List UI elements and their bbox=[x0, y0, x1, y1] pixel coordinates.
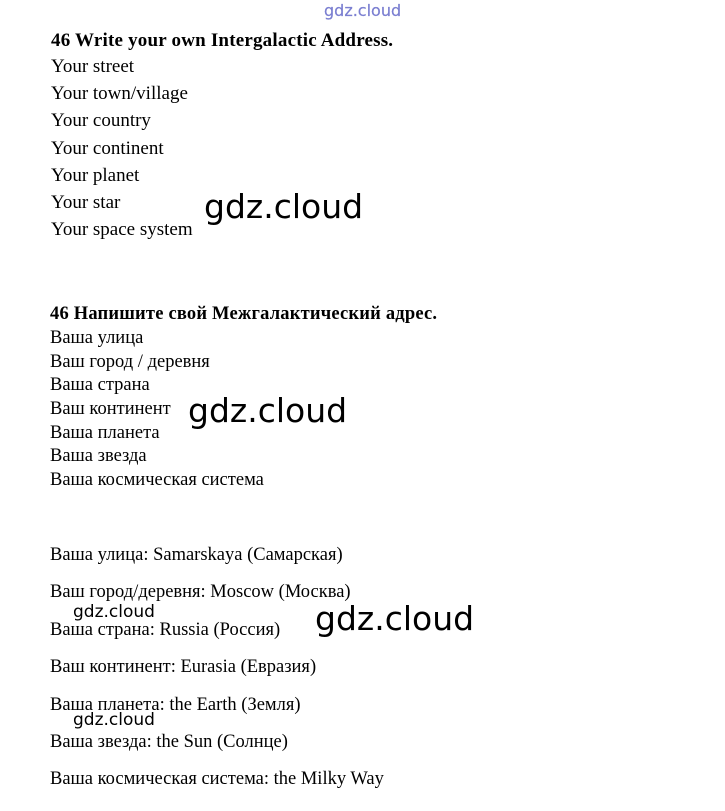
russian-line-street: Ваша улица bbox=[50, 328, 144, 348]
answer-system: Ваша космическая система: the Milky Way bbox=[50, 769, 384, 789]
answer-country: Ваша страна: Russia (Россия) bbox=[50, 620, 281, 640]
russian-line-continent: Ваш континент bbox=[50, 399, 171, 419]
russian-heading: 46 Напишите свой Межгалактический адрес. bbox=[50, 304, 438, 324]
watermark-small-1: gdz.cloud bbox=[73, 602, 155, 622]
russian-line-town: Ваш город / деревня bbox=[50, 352, 210, 372]
english-line-town: Your town/village bbox=[51, 83, 188, 104]
english-line-planet: Your planet bbox=[51, 165, 140, 186]
russian-line-system: Ваша космическая система bbox=[50, 470, 264, 490]
english-line-country: Your country bbox=[51, 110, 151, 131]
watermark-big-3: gdz.cloud bbox=[315, 599, 475, 638]
russian-line-country: Ваша страна bbox=[50, 375, 150, 395]
answer-continent: Ваш континент: Eurasia (Евразия) bbox=[50, 657, 317, 677]
english-line-continent: Your continent bbox=[51, 138, 164, 159]
watermark-big-1: gdz.cloud bbox=[204, 187, 364, 226]
russian-line-planet: Ваша планета bbox=[50, 423, 160, 443]
english-line-star: Your star bbox=[51, 192, 121, 213]
answer-planet: Ваша планета: the Earth (Земля) bbox=[50, 695, 301, 715]
watermark-small-2: gdz.cloud bbox=[73, 710, 155, 730]
header-watermark: gdz.cloud bbox=[324, 1, 402, 20]
english-line-street: Your street bbox=[51, 56, 135, 77]
english-line-system: Your space system bbox=[51, 219, 193, 240]
answer-street: Ваша улица: Samarskaya (Самарская) bbox=[50, 545, 343, 565]
answer-star: Ваша звезда: the Sun (Солнце) bbox=[50, 732, 288, 752]
watermark-big-2: gdz.cloud bbox=[188, 391, 348, 430]
russian-line-star: Ваша звезда bbox=[50, 446, 147, 466]
english-heading: 46 Write your own Intergalactic Address. bbox=[51, 30, 394, 51]
answer-town: Ваш город/деревня: Moscow (Москва) bbox=[50, 582, 351, 602]
